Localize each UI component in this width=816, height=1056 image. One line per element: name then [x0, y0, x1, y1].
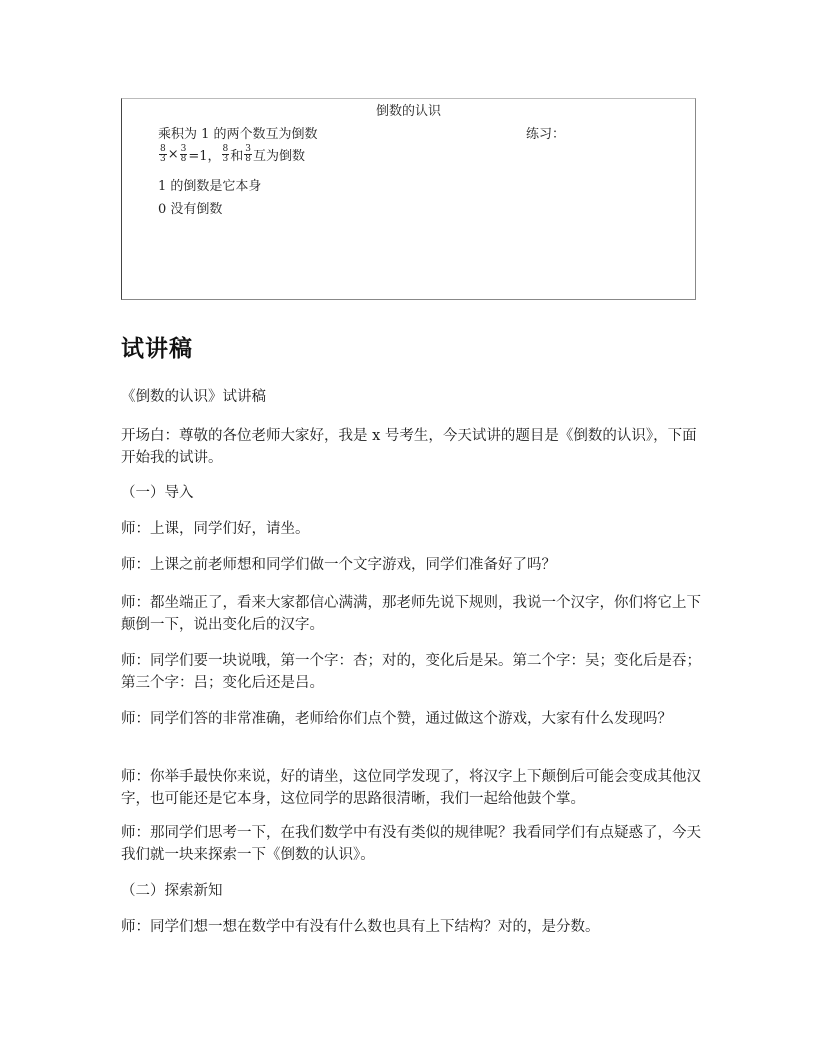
- reciprocal-example: [158, 145, 305, 164]
- fraction-3-over-8-b: $\frac{3}{8}$: [245, 144, 252, 164]
- blackboard-design: [121, 98, 696, 300]
- teacher-line-2: 师：上课之前老师想和同学们做一个文字游戏，同学们准备好了吗？: [121, 557, 556, 573]
- practice-label: 练习：: [526, 127, 566, 142]
- teacher-line-8: 师：同学们想一想在数学中有没有什么数也具有上下结构？对的，是分数。: [121, 919, 600, 935]
- section-intro-heading: （一）导入: [121, 485, 194, 501]
- opening-paragraph: 开场白：尊敬的各位老师大家好，我是 x 号考生，今天试讲的题目是《倒数的认识》，下面开始我的试讲。: [121, 428, 697, 466]
- and-text: 和: [230, 149, 244, 164]
- teacher-line-3: 师：都坐端正了，看来大家都信心满满，那老师先说下规则，我说一个汉字，你们将它上下颠倒一下，说出变化后的汉字。: [121, 595, 701, 633]
- note-zero: 0 没有倒数: [158, 202, 223, 217]
- fraction-8-over-3: $\frac{8}{3}$: [160, 144, 166, 164]
- equals-one: =1，: [188, 149, 221, 164]
- times-sign: ×: [167, 147, 179, 162]
- blackboard-title: 倒数的认识: [375, 104, 441, 119]
- teacher-line-1: 师：上课，同学们好，请坐。: [121, 521, 310, 537]
- teacher-line-7: 师：那同学们思考一下，在我们数学中有没有类似的规律呢？我看同学们有点疑惑了，今天我们就一块来探索一下《倒数的认识》。: [121, 825, 701, 863]
- teacher-line-4: 师：同学们要一块说哦，第一个字：杏；对的，变化后是呆。第二个字：吴；变化后是吞；第三个字：吕；变化后还是吕。: [121, 653, 701, 691]
- reciprocal-definition: 乘积为 1 的两个数互为倒数: [158, 127, 318, 142]
- page-heading: 试讲稿: [121, 336, 193, 362]
- fraction-8-over-3-b: $\frac{8}{3}$: [222, 144, 229, 164]
- script-title: 《倒数的认识》试讲稿: [121, 389, 266, 405]
- section-explore-heading: （二）探索新知: [121, 883, 223, 899]
- reciprocal-suffix: 互为倒数: [253, 149, 306, 164]
- note-one: 1 的倒数是它本身: [158, 179, 262, 194]
- fraction-3-over-8: $\frac{3}{8}$: [180, 144, 187, 164]
- teacher-line-6: 师：你举手最快你来说，好的请坐，这位同学发现了，将汉字上下颠倒后可能会变成其他汉字，也可能还是它本身，这位同学的思路很清晰，我们一起给他鼓个掌。: [121, 769, 701, 807]
- teacher-line-5: 师：同学们答的非常准确，老师给你们点个赞，通过做这个游戏，大家有什么发现吗？: [121, 711, 672, 727]
